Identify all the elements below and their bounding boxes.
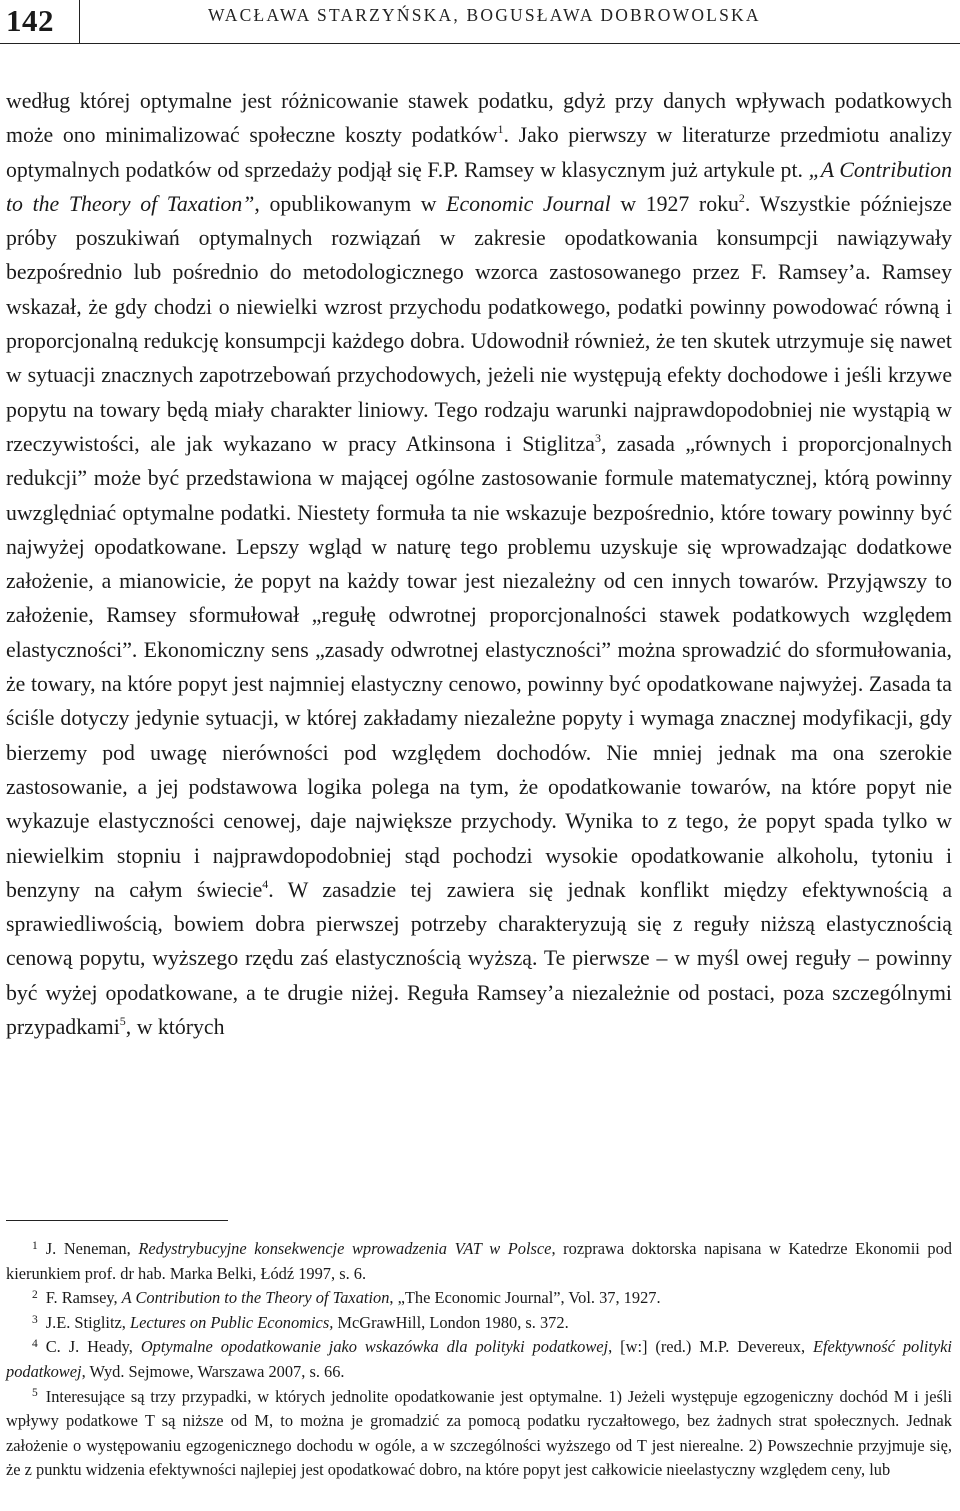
footnote-ref: 1 [497,122,504,137]
article-title: „A Contribution to the Theory of Taxation” [6,157,952,216]
page-header [0,0,960,44]
footnotes [6,1237,952,1483]
footnote-4: $^4$ C. J. Heady, Optymalne opodatkowanie jako wskazówka dla polityki podatkowej, [w:] (red.) M.P. Devereux, Efektywność polityki podatkowej, Wyd. Sejmowe, Warszawa 2007, s. 66. [6,1337,952,1381]
footnote-divider [6,1220,228,1221]
journal-title: Economic Journal [446,191,611,216]
footnote-5: $^5$ Interesujące są trzy przypadki, w których jednolite opodatkowanie jest optymalne. 1) Jeżeli występuje egzogeniczny dochód M i jeśli wpływy podatkowe T są niższe od M, to można je gromadzić za pomocą podatku ryczałtowego, bez żadnych strat społecznych. Jednak założenie o występowaniu egzogenicznego dochodu w ogóle, a w szczególności wyższego od T jest nierealne. 2) Powszechnie przyjmuje się, że z punktu widzenia efektywności najlepiej jest opodatkować dobro, na które popyt jest całkowicie nieelastyczny względem ceny, lub [6,1386,952,1480]
footnote-ref: 5 [119,1014,126,1029]
paragraph: według której optymalne jest różnicowanie stawek podatku, gdyż przy danych wpływach podatkowych może ono minimalizować społeczne koszty podatków$^1$. Jako pierwszy w literaturze przedmiotu analizy optymalnych podatków od sprzedaży podjął się F.P. Ramsey w klasycznym już artykule pt. „A Contribution to the Theory of Taxation”, opublikowanym w Economic Journal w 1927 roku$^2$. Wszystkie późniejsze próby poszukiwań optymalnych rozwiązań w zakresie opodatkowania konsumpcji nawiązywały bezpośrednio lub pośrednio do metodologicznego wzorca zastosowanego przez F. Ramsey’a. Ramsey wskazał, że gdy chodzi o niewielki wzrost przychodu podatkowego, podatki powinny powodować równą i proporcjonalną redukcję konsumpcji każdego dobra. Udowodnił również, że ten skutek utrzymuje się nawet w sytuacji znacznych zapotrzebowań przychodowych, jeżeli nie występują efekty dochodowe i jeśli krzywe popytu na towary będą miały charakter liniowy. Tego rodzaju warunki najprawdopodobniej nie wystąpią w rzeczywistości, ale jak wykazano w pracy Atkinsona i Stiglitza$^3$, zasada „równych i proporcjonalnych redukcji” może być przedstawiona w mającej ogólne zastosowanie formule matematycznej, którą powinny uwzględniać optymalne podatki. Niestety formuła ta nie wskazuje bezpośrednio, które towary powinny być najwyżej opodatkowane. Lepszy wgląd w naturę tego problemu uzyskuje się wprowadzając dodatkowe założenie, a mianowicie, że popyt na każdy towar jest niezależny od cen innych towarów. Przyjąwszy to założenie, Ramsey sformułował „regułę odwrotnej proporcjonalności stawek podatkowych względem elastyczności”. Ekonomiczny sens „zasady odwrotnej elastyczności” można sprowadzić do sformułowania, że towary, na które popyt jest najmniej elastyczny cenowo, powinny być opodatkowane najwyżej. Zasada ta ściśle dotyczy jedynie sytuacji, w której zakładamy niezależne popyty i wymaga znacznej modyfikacji, gdy bierzemy pod uwagę nierówności pod względem dochodów. Nie mniej jednak ma ona szerokie zastosowanie, a jej podstawowa logika polega na tym, że opodatkowanie towarów, na które popyt nie wykazuje elastyczności cenowej, daje największe przychody. Wynika to z tego, że popyt spada tylko w niewielkim stopniu i najprawdopodobniej stąd pochodzi wysokie opodatkowanie alkoholu, tytoniu i benzyny na całym świecie$^4$. W zasadzie tej zawiera się jednak konflikt między efektywnością a sprawiedliwością, bowiem dobra pierwszej potrzeby charakteryzują się z reguły niższą elastycznością cenową popytu, wyższego rzędu zaś elastycznością wyższą. Te pierwsze – w myśl owej reguły – powinny być wyżej opodatkowane, a te drugie niżej. Reguła Ramsey’a niezależnie od postaci, poza szczególnymi przypadkami$^5$, w których [6,89,952,1040]
footnote-ref: 4 [262,876,269,891]
footnote-ref: 3 [594,430,601,445]
footnote-2: $^2$ F. Ramsey, A Contribution to the Theory of Taxation, „The Economic Journal”, Vol. 37, 1927. [32,1288,661,1308]
footnote-1: $^1$ J. Neneman, Redystrybucyjne konsekwencje wprowadzenia VAT w Polsce, rozprawa doktorska napisana w Katedrze Ekonomii pod kierunkiem prof. dr hab. Marka Belki, Łódź 1997, s. 6. [6,1239,953,1283]
footnote-3: $^3$ J.E. Stiglitz, Lectures on Public Economics, McGrawHill, London 1980, s. 372. [32,1312,569,1332]
page-number: 142 [6,3,54,38]
page-number-box [0,0,80,44]
footnote-ref: 2 [738,190,745,205]
running-head: WACŁAWA STARZYŃSKA, BOGUSŁAWA DOBROWOLSKA [208,5,761,25]
main-text [6,84,952,1044]
header-rule [80,43,960,44]
